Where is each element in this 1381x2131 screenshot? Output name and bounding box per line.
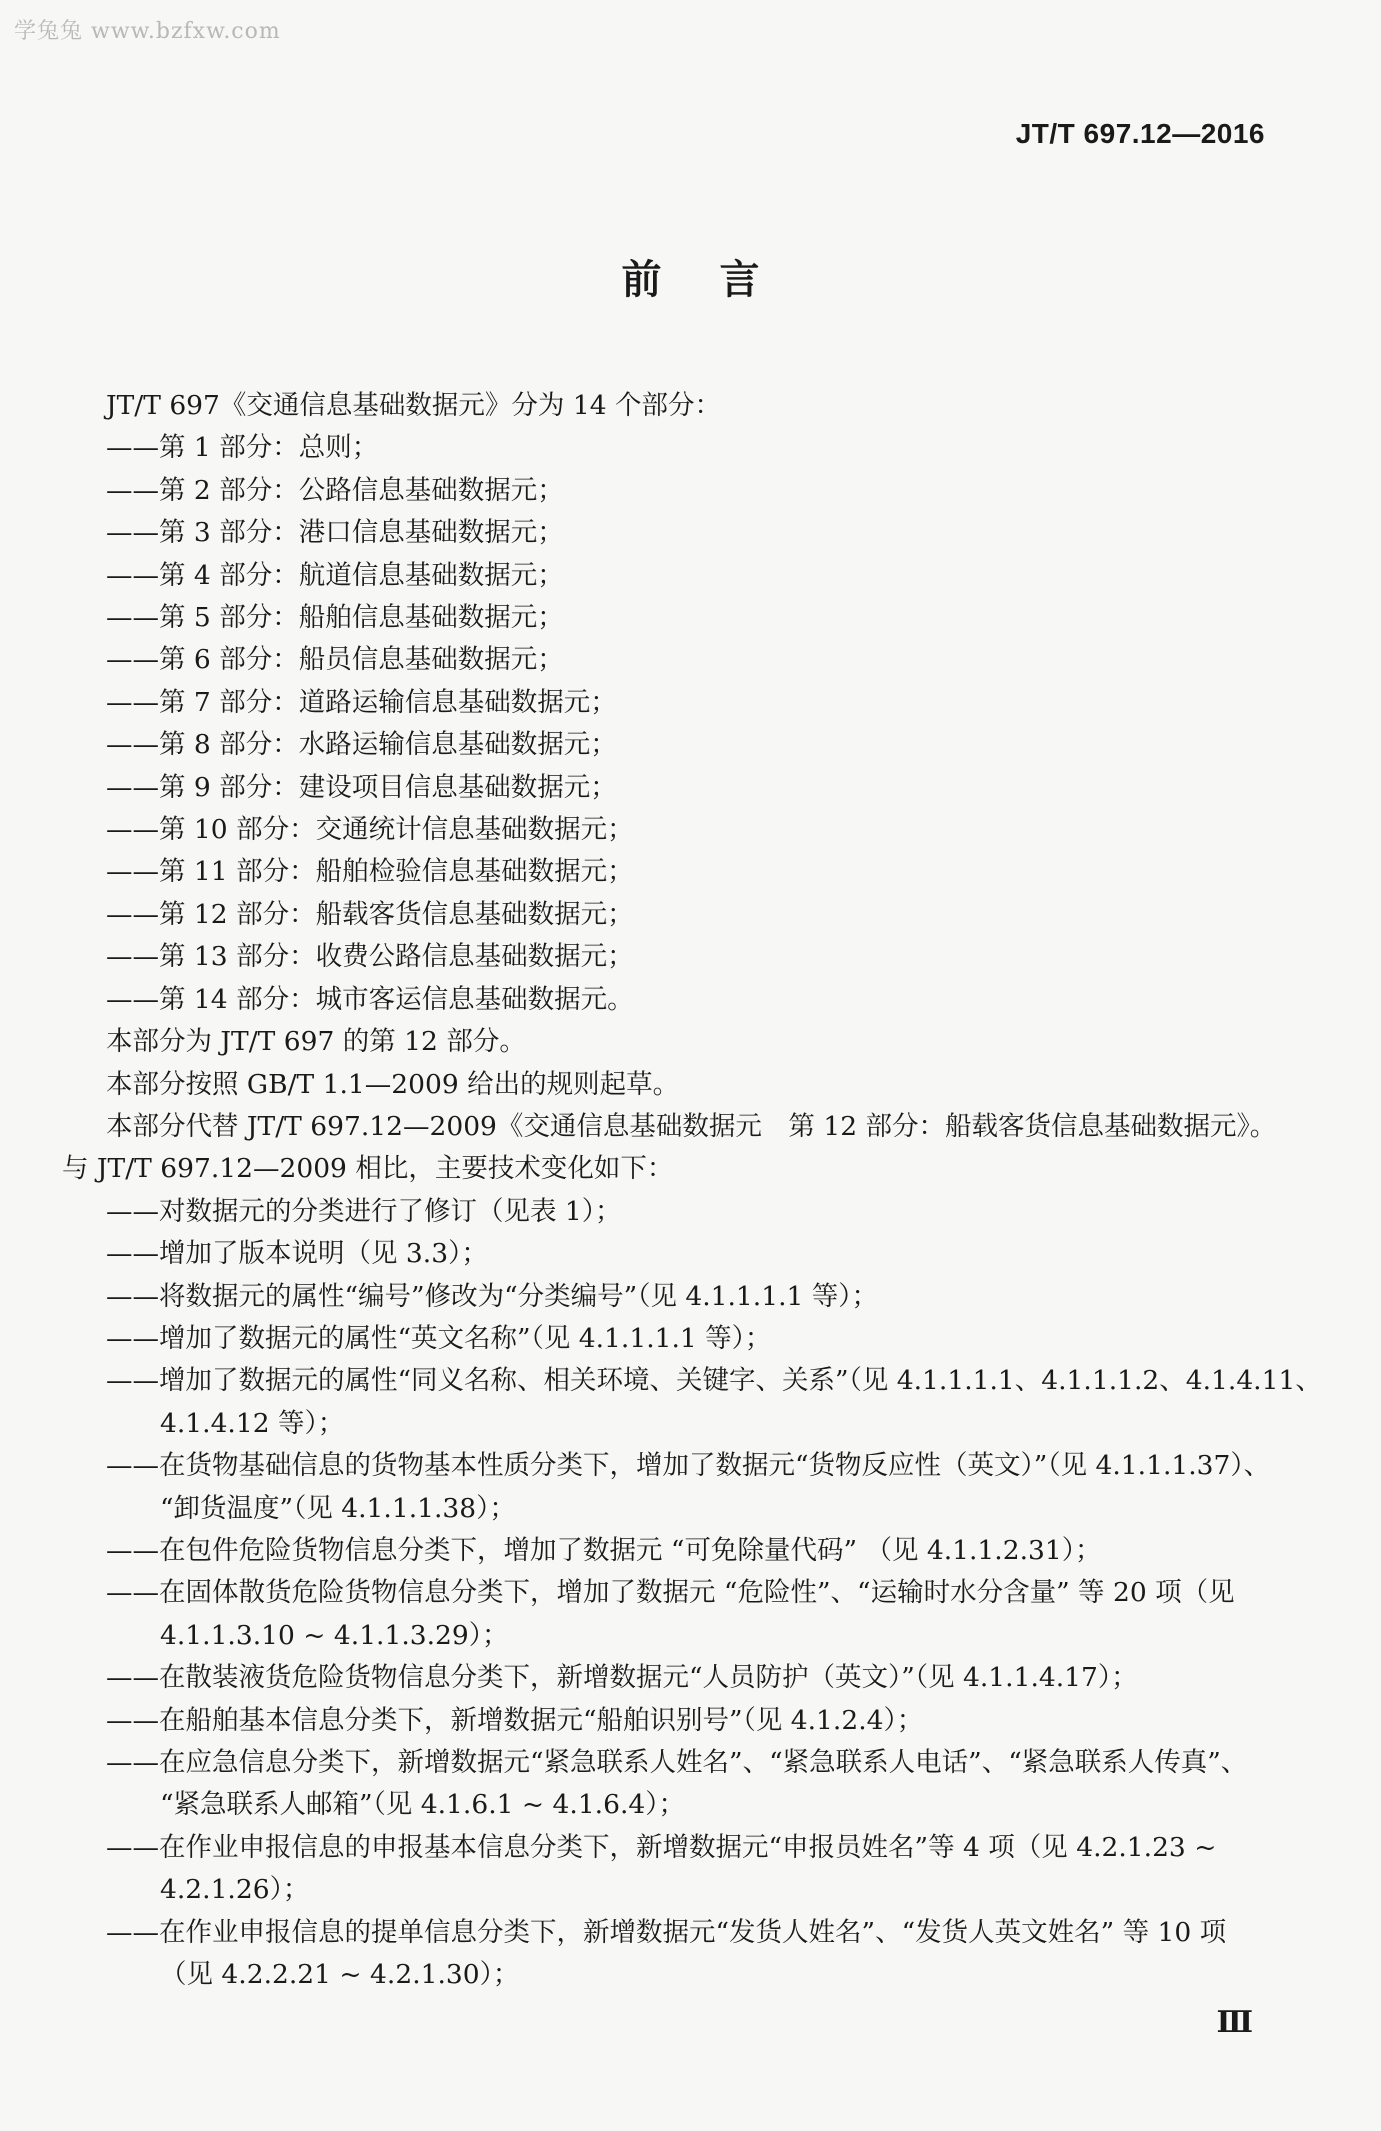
part-item: ——第 7 部分：道路运输信息基础数据元； [106,686,617,718]
part-item: ——第 3 部分：港口信息基础数据元； [106,517,564,549]
change-item-continuation: 4.1.1.3.10 ~ 4.1.1.3.29）； [160,1619,509,1651]
change-item: ——在固体散货危险货物信息分类下，增加了数据元 “危险性”、“运输时水分含量” 等 20 项（见 [106,1577,1235,1609]
statement-paragraph: 本部分按照 GB/T 1.1—2009 给出的规则起草。 [106,1068,680,1100]
part-item: ——第 8 部分：水路运输信息基础数据元； [106,729,617,761]
part-item: ——第 10 部分：交通统计信息基础数据元； [106,814,634,846]
change-item-continuation: “卸货温度”（见 4.1.1.1.38）； [160,1492,516,1524]
change-item: ——将数据元的属性“编号”修改为“分类编号”（见 4.1.1.1.1 等）； [106,1280,879,1312]
foreword-body [62,385,1322,1996]
change-item-continuation: “紧急联系人邮箱”（见 4.1.6.1 ~ 4.1.6.4）； [160,1789,685,1821]
part-item: ——第 11 部分：船舶检验信息基础数据元； [106,856,634,888]
intro-paragraph: JT/T 697《交通信息基础数据元》分为 14 个部分： [106,390,721,421]
change-item: ——在作业申报信息的申报基本信息分类下，新增数据元“申报员姓名”等 4 项（见 4.2.1.23 ~ [106,1831,1217,1863]
change-item: ——在散装液货危险货物信息分类下，新增数据元“人员防护（英文）”（见 4.1.1.4.17）； [106,1662,1138,1694]
part-item: ——第 13 部分：收费公路信息基础数据元； [106,941,634,973]
change-item: ——增加了版本说明（见 3.3）； [106,1238,488,1270]
change-item: ——在货物基础信息的货物基本性质分类下，增加了数据元“货物反应性（英文）”（见 4.1.1.1.37）、 [106,1450,1271,1482]
standard-code: JT/T 697.12—2016 [1015,118,1265,149]
part-item: ——第 9 部分：建设项目信息基础数据元； [106,771,617,803]
change-item: ——在包件危险货物信息分类下，增加了数据元 “可免除量代码” （见 4.1.1.2.31）； [106,1534,1102,1566]
change-item: ——在作业申报信息的提单信息分类下，新增数据元“发货人姓名”、“发货人英文姓名” 等 10 项 [106,1916,1227,1948]
part-item: ——第 6 部分：船员信息基础数据元； [106,644,564,676]
change-item: ——增加了数据元的属性“英文名称”（见 4.1.1.1.1 等）； [106,1322,772,1354]
change-item-continuation: 4.2.1.26）； [160,1874,310,1906]
watermark: 学兔兔 www.bzfxw.com [14,19,281,44]
change-item: ——对数据元的分类进行了修订（见表 1）； [106,1195,622,1227]
statement-paragraph: 本部分代替 JT/T 697.12—2009《交通信息基础数据元 第 12 部分：船载客货信息基础数据元》。 [106,1110,1277,1142]
part-item: ——第 1 部分：总则； [106,432,379,464]
change-item: ——增加了数据元的属性“同义名称、相关环境、关键字、关系”（见 4.1.1.1.1、4.1.1.1.2、4.1.4.11、 [106,1365,1322,1397]
change-item-continuation: 4.1.4.12 等）； [160,1407,345,1439]
changes-intro: 与 JT/T 697.12—2009 相比，主要技术变化如下： [62,1153,674,1185]
page-number: Ⅲ [1216,2005,1253,2040]
part-item: ——第 5 部分：船舶信息基础数据元； [106,602,564,634]
change-item: ——在应急信息分类下，新增数据元“紧急联系人姓名”、“紧急联系人电话”、“紧急联系人传真”、 [106,1747,1248,1778]
part-item: ——第 4 部分：航道信息基础数据元； [106,559,564,591]
change-item-continuation: （见 4.2.2.21 ~ 4.2.1.30）； [160,1959,520,1991]
part-item: ——第 12 部分：船载客货信息基础数据元； [106,898,634,930]
part-item: ——第 2 部分：公路信息基础数据元； [106,474,564,506]
change-item: ——在船舶基本信息分类下，新增数据元“船舶识别号”（见 4.1.2.4）； [106,1704,924,1736]
statement-paragraph: 本部分为 JT/T 697 的第 12 部分。 [106,1026,526,1058]
part-item: ——第 14 部分：城市客运信息基础数据元。 [106,983,634,1015]
page-title: 前言 [621,257,818,303]
